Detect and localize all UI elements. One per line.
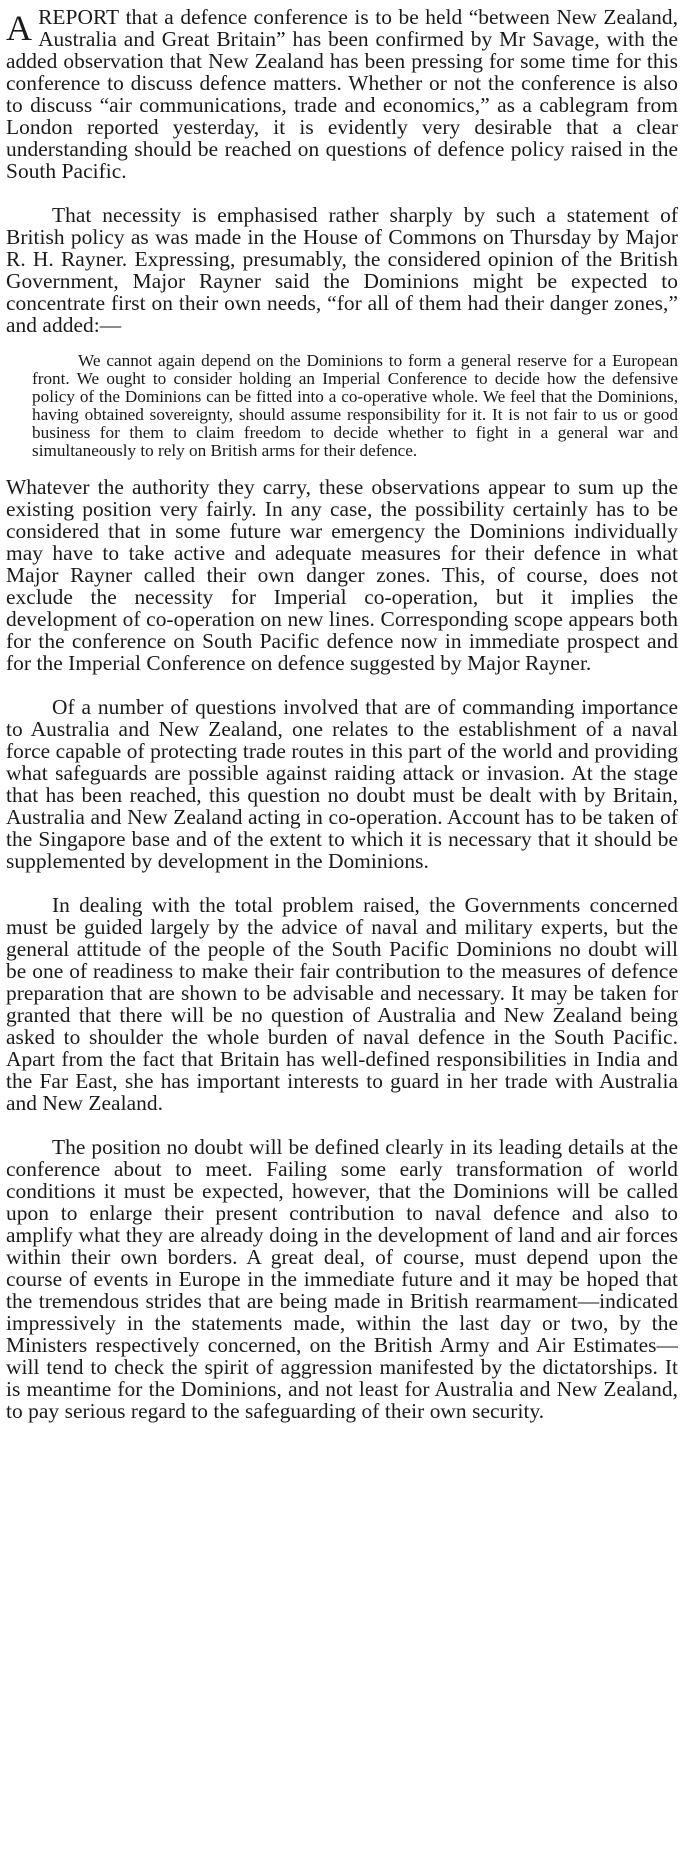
paragraph-6: The position no doubt will be defined clearly in its leading details at the conference about to meet. Failing some early transformation of world conditions it must be expected, however, that the Dominions will be called upon to enlarge their present contribution to naval defence and also to amplify what they are already doing in the development of land and air forces within their own borders. A great deal, of course, must depend upon the course of events in Europe in the immediate future and it may be hoped that the tremendous strides that are being made in British rearmament—indicated impressively in the statements made, within the last day or two, by the Ministers respectively concerned, on the British Army and Air Estimates—will tend to check the spirit of aggression manifested by the dictatorships. It is meantime for the Dominions, and not least for Australia and New Zealand, to pay serious regard to the safeguarding of their own security.	[6, 1135, 678, 1423]
paragraph-2: That necessity is emphasised rather sharply by such a statement of British policy as was made in the House of Commons on Thursday by Major R. H. Rayner. Expressing, presumably, the considered opinion of the British Government, Major Rayner said the Dominions might be expected to concentrate first on their own needs, “for all of them had their danger zones,” and added:—	[6, 203, 678, 337]
paragraph-5: In dealing with the total problem raised, the Governments concerned must be guided largely by the advice of naval and military experts, but the general attitude of the people of the South Pacific Dominions no doubt will be one of readiness to make their fair contribution to the measures of defence preparation that are shown to be advisable and necessary. It may be taken for granted that there will be no question of Australia and New Zealand being asked to shoulder the whole burden of naval defence in the South Pacific. Apart from the fact that Britain has well-defined responsibilities in India and the Far East, she has important interests to guard in her trade with Australia and New Zealand.	[6, 893, 678, 1115]
paragraph-4: Of a number of questions involved that are of commanding importance to Australia and New Zealand, one relates to the establishment of a naval force capable of protecting trade routes in this part of the world and providing what safeguards are possible against raiding attack or invasion. At the stage that has been reached, this question no doubt must be dealt with by Britain, Australia and New Zealand acting in co-operation. Account has to be taken of the Singapore base and of the extent to which it is necessary that it should be supplemented by development in the Dominions.	[6, 695, 678, 873]
article-column	[6, 6, 678, 1422]
block-quote: We cannot again depend on the Dominions to form a general reserve for a European front. We ought to consider holding an Imperial Conference to decide how the defensive policy of the Dominions can be fitted into a co-operative whole. We feel that the Dominions, having obtained sovereignty, should assume responsibility for it. It is not fair to us or good business for them to claim freedom to decide whether to fight in a general war and simultaneously to rely on British arms for their defence.	[32, 351, 678, 460]
lead-word: REPORT	[38, 5, 120, 29]
paragraph-1-text: that a defence conference is to be held “between New Zealand, Australia and Great Britain” has been confirmed by Mr Savage, with the added observation that New Zealand has been pressing for some time for this conference to discuss defence matters. Whether or not the conference is also to discuss “air communications, trade and economics,” as a cablegram from London reported yesterday, it is evidently very desirable that a clear understanding should be reached on questions of defence policy raised in the South Pacific.	[6, 5, 678, 183]
paragraph-3: Whatever the authority they carry, these observations appear to sum up the existing position very fairly. In any case, the possibility certainly has to be considered that in some future war emergency the Dominions individually may have to take active and adequate measures for their defence in what Major Rayner called their own danger zones. This, of course, does not exclude the necessity for Imperial co-operation, but it implies the development of co-operation on new lines. Corresponding scope appears both for the conference on South Pacific defence now in immediate prospect and for the Imperial Conference on defence suggested by Major Rayner.	[6, 475, 678, 675]
drop-cap: A	[6, 8, 33, 48]
paragraph-1	[6, 6, 678, 182]
